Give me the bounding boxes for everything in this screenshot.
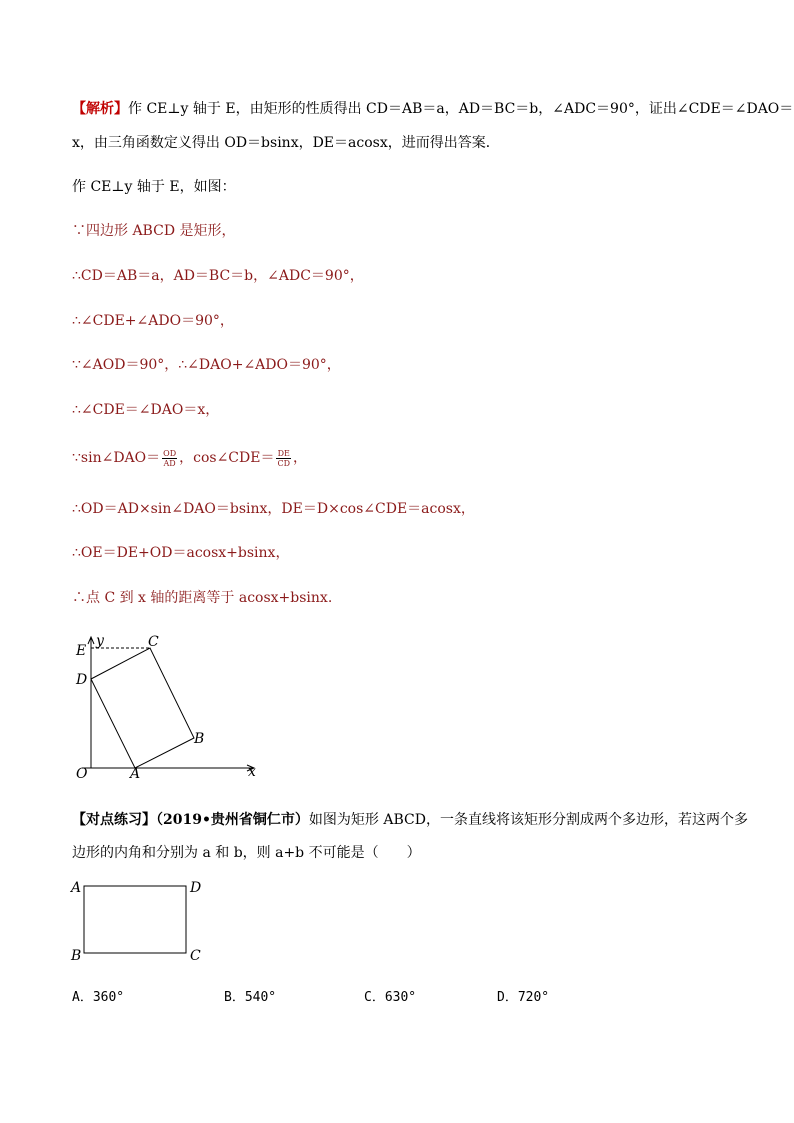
solution-intro: 作 CE⊥y 轴于 E，如图：: [72, 179, 236, 195]
fraction-de-cd: [276, 449, 291, 468]
label-x: x: [248, 764, 256, 780]
fraction-od-ad: [162, 449, 177, 468]
practice-text-1: 如图为矩形 ABCD，一条直线将该矩形分割成两个多边形，若这两个多: [308, 812, 748, 828]
fraction-denominator: CD: [277, 458, 291, 468]
analysis-text-1: 作 CE⊥y 轴于 E，由矩形的性质得出 CD＝AB＝a，AD＝BC＝b，∠ADC＝90°，证出∠CDE＝∠DAO＝: [128, 101, 794, 117]
practice-line-2: 边形的内角和分别为 a 和 b，则 a+b 不可能是（ ）: [72, 845, 421, 861]
analysis-tag: 【解析】: [72, 101, 128, 117]
trig-suffix: ，: [293, 450, 308, 466]
fraction-denominator: AD: [163, 458, 176, 468]
option-c[interactable]: C．630°: [364, 990, 417, 1005]
fraction-numerator: DE: [277, 448, 290, 458]
trig-prefix-sin: ∵sin∠DAO＝: [72, 450, 161, 466]
figure-rectangle-axes: [70, 630, 270, 785]
fraction-numerator: OD: [163, 448, 177, 458]
label-c: C: [190, 948, 201, 964]
label-c: C: [148, 634, 159, 650]
label-d: D: [190, 880, 202, 896]
figure-rectangle: [66, 878, 216, 968]
practice-source: （2019•贵州省铜仁市）: [156, 812, 309, 828]
solution-step-1: ∵四边形 ABCD 是矩形，: [72, 223, 236, 239]
rectangle-abcd: [91, 648, 194, 768]
solution-trig-line: [72, 448, 307, 468]
solution-step-4: ∵∠AOD＝90°，∴∠DAO+∠ADO＝90°，: [72, 357, 341, 373]
solution-step-6: ∴OD＝AD×sin∠DAO＝bsinx，DE＝D×cos∠CDE＝acosx，: [72, 501, 475, 517]
label-o: O: [76, 766, 88, 782]
analysis-line-2: x，由三角函数定义得出 OD＝bsinx，DE＝acosx，进而得出答案．: [72, 135, 500, 151]
solution-step-5: ∴∠CDE＝∠DAO＝x，: [72, 402, 220, 418]
label-b: B: [194, 731, 205, 747]
option-d[interactable]: D．720°: [497, 990, 550, 1005]
rectangle-abcd-2: [84, 886, 186, 953]
label-a: A: [130, 766, 141, 782]
solution-step-3: ∴∠CDE+∠ADO＝90°，: [72, 313, 234, 329]
label-y: y: [96, 633, 104, 649]
label-e: E: [76, 643, 87, 659]
solution-step-8: ∴点 C 到 x 轴的距离等于 acosx+bsinx.: [72, 590, 333, 606]
solution-step-2: ∴CD＝AB＝a，AD＝BC＝b，∠ADC＝90°，: [72, 268, 364, 284]
label-b: B: [71, 948, 82, 964]
label-d: D: [76, 672, 88, 688]
solution-step-7: ∴OE＝DE+OD＝acosx+bsinx，: [72, 545, 290, 561]
practice-tag: 【对点练习】: [72, 812, 156, 828]
practice-line-1: [72, 810, 748, 830]
option-b[interactable]: B．540°: [224, 990, 277, 1005]
option-a[interactable]: A．360°: [72, 990, 125, 1005]
trig-mid-cos: ，cos∠CDE＝: [179, 450, 275, 466]
analysis-line-1: [72, 99, 793, 119]
label-a: A: [71, 880, 82, 896]
